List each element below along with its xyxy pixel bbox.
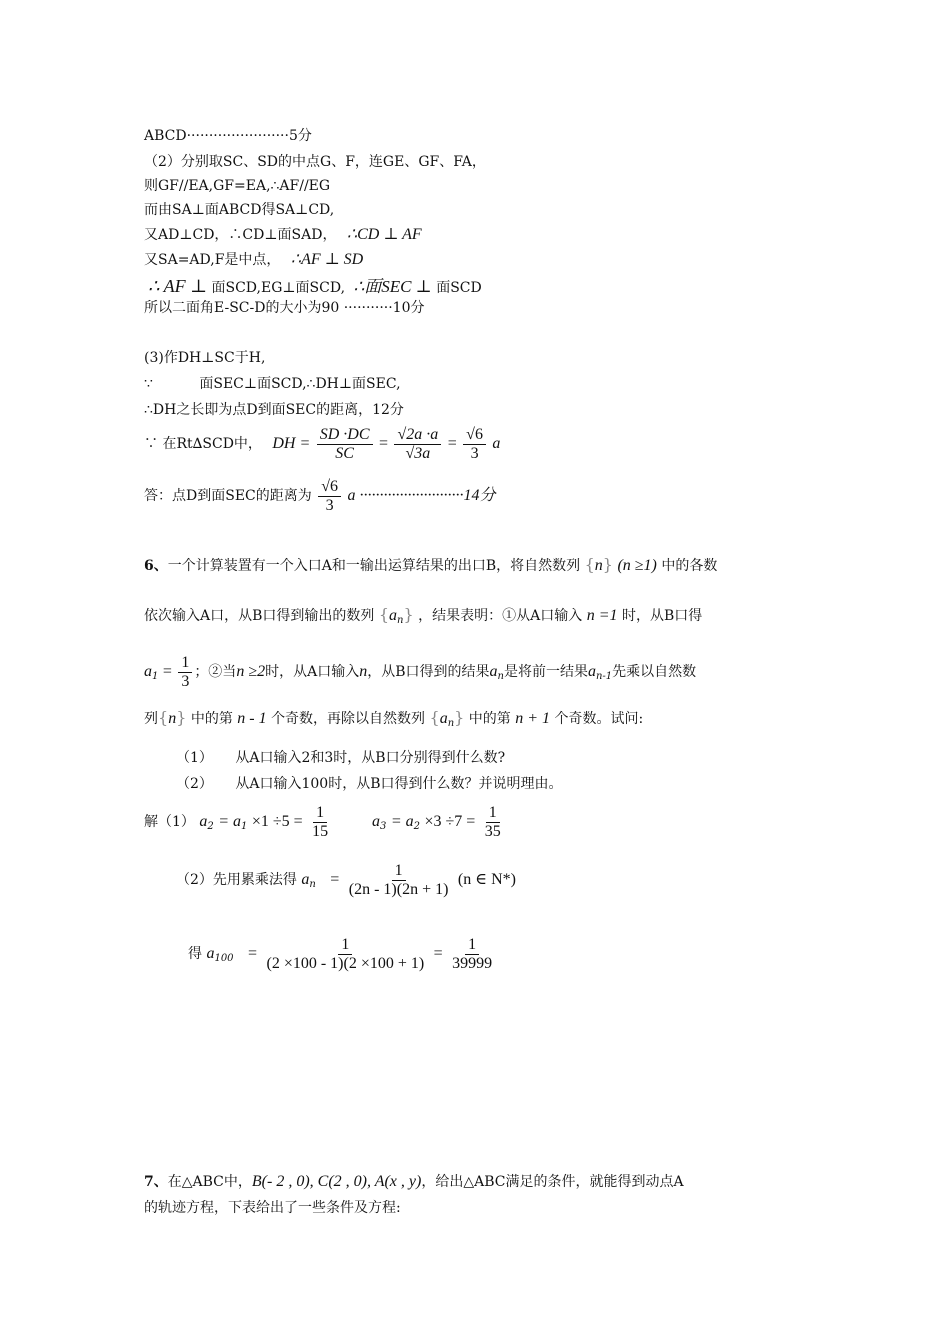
fraction: $\frac{√6}{3}$ [463, 426, 486, 463]
math: ∴ AF ⊥ [148, 276, 208, 296]
math: a [389, 607, 398, 624]
sub-question-2 [176, 774, 563, 794]
math: a [489, 663, 498, 680]
math: n [359, 663, 368, 680]
text: 是将前一结果 [503, 664, 588, 680]
text: （2） [176, 776, 213, 792]
text-line [148, 276, 482, 298]
math: (n ∈ N*) [457, 871, 516, 888]
text-line: ABCD·······················5分 [144, 128, 312, 144]
math: ∴AF ⊥ SD [290, 251, 364, 268]
text: 列 [144, 711, 158, 727]
text: 在△ABC中， [167, 1174, 252, 1190]
text: 时，从A口输入 [265, 664, 360, 680]
text: 一个计算装置有一个入口A和一输出运算结果的出口B，将自然数列 [167, 558, 581, 574]
fraction: $\frac{1}{3}$ [178, 654, 192, 691]
text: 先乘以自然数 [612, 664, 697, 680]
math: DH = [272, 435, 311, 452]
text: ；②当 [194, 664, 237, 680]
fraction: $\frac{1}{35}$ [484, 803, 501, 840]
math: n - 1 [237, 710, 267, 727]
text: 中的第 [190, 711, 233, 727]
text: 得 [188, 946, 202, 962]
question-number: 6、 [144, 558, 168, 574]
math: a [372, 813, 381, 830]
text: 依次输入A口，从B口得到输出的数列 [144, 608, 375, 624]
text-line: 所以二面角E-SC-D的大小为90 ···········10分 [144, 300, 425, 316]
question-6-line-2: 依次输入A口，从B口得到输出的数列 $\{a_n\}$ ，结果表明：①从A口输入 n =1 时，从B口得 [144, 605, 703, 626]
text: 答：点D到面SEC的距离为 [144, 488, 312, 504]
question-6-line-3: $a_1$ = $\frac{1}{3}$ ；②当n ≥2时，从A口输入n，从B口得到的结果$a_n$是将前一结果$a_{n-1}$先乘以自然数 [144, 653, 697, 690]
math: a [199, 813, 208, 830]
fraction: $\frac{SD \cdot DC}{SC}$ [317, 426, 373, 463]
text: 时，从B口得 [621, 608, 703, 624]
question-6-line-1: 6、一个计算装置有一个入口A和一输出运算结果的出口B，将自然数列 {n} (n ≥1) 中的各数 [144, 555, 718, 574]
math: n [168, 710, 177, 727]
answer-1-line: 解（1） $a_2 = a_1 \times 1 \div 5$ = $\frac{1}{15}$ $a_3 = a_2 \times 3 \div 7$ = $\frac{1}{35}$ [144, 800, 506, 849]
math: a [492, 435, 501, 452]
text: ，给出△ABC满足的条件，就能得到动点A [421, 1174, 684, 1190]
question-7-line-2: 的轨迹方程，下表给出了一些条件及方程: [144, 1200, 401, 1216]
math: ×1 ÷5 = [251, 813, 303, 830]
text: ∵ 在Rt∆SCD中， [144, 436, 262, 452]
fraction: $\frac{1}{39999}$ [452, 935, 493, 972]
text: a ··························14分 [347, 487, 496, 504]
text: 从A口输入100时，从B口得到什么数？并说明理由。 [235, 776, 563, 792]
answer-3-line: 得 $a_{100}$ = $\frac{1}{(2 \times 100 - 1)(2 \times 100 + 1)}$ = $\frac{1}{39999}$ [188, 932, 497, 981]
math: = a [390, 813, 414, 830]
text-line: (3)作DH⊥SC于H, [144, 350, 266, 366]
text: 中的第 [468, 711, 511, 727]
text-line: ∴DH之长即为点D到面SEC的距离，12分 [144, 402, 404, 418]
math: n [594, 557, 603, 574]
math: ×3 ÷7 = [424, 813, 476, 830]
because-symbol: ∵ [144, 376, 153, 392]
math: a [144, 663, 152, 680]
math: a [206, 945, 215, 962]
math: B(- 2 , 0), C(2 , 0), A(x , y) [251, 1173, 422, 1190]
fraction: $\frac{1}{(2 \times 100 - 1)(2 \times 100 + 1)}$ [266, 935, 425, 972]
text: 面SCD [436, 280, 482, 296]
text: 中的各数 [661, 558, 718, 574]
fraction: $\frac{1}{(2n - 1)(2n + 1)}$ [348, 861, 449, 898]
text: ，从B口得到的结果 [367, 664, 490, 680]
math: a [587, 663, 596, 680]
fraction: $\frac{1}{15}$ [312, 803, 329, 840]
math: n =1 [586, 607, 618, 624]
question-6-line-4: 列{n} 中的第 n - 1 个奇数，再除以自然数列 $\{a_n\}$ 中的第 n + 1 个奇数。试问: [144, 708, 644, 729]
text-line: （2）分别取SC、SD的中点G、F，连GE、GF、FA， [144, 154, 486, 170]
text-line: 而由SA⊥面ABCD得SA⊥CD, [144, 202, 335, 218]
fraction: $\frac{√6}{3}$ [318, 478, 341, 515]
math: a [301, 871, 310, 888]
text-line [144, 250, 363, 270]
math: (n ≥1) [617, 557, 657, 574]
question-number: 7、 [144, 1174, 168, 1190]
text: 面SCD,EG⊥面SCD, [211, 280, 346, 296]
text: 个奇数，再除以自然数列 [271, 711, 426, 727]
text: ，结果表明：①从A口输入 [418, 608, 583, 624]
math: n ≥2 [236, 663, 266, 680]
text: 从A口输入2和3时，从B口分别得到什么数? [235, 750, 506, 766]
answer-2-line: （2）先用累乘法得 $a_n$ = $\frac{1}{(2n - 1)(2n + 1)}$ (n ∈ N*) [176, 861, 516, 898]
text: （2）先用累乘法得 [176, 872, 297, 888]
text: 又AD⊥CD，∴CD⊥面SAD， [144, 227, 337, 243]
text: 面SEC⊥面SCD,∴DH⊥面SEC, [199, 376, 401, 392]
text-line [144, 374, 401, 394]
text-line: 则GF//EA,GF=EA,∴AF//EG [144, 178, 331, 194]
fraction: $\frac{√2a \cdot a}{√3a}$ [394, 426, 441, 463]
formula-line: ∵ 在Rt∆SCD中， DH = $\frac{SD \cdot DC}{SC}$ = $\frac{√2a \cdot a}{√3a}$ = $\frac{√6}{3}$ a [144, 425, 501, 462]
math: = a [218, 813, 241, 830]
sub-question-1 [176, 748, 505, 768]
text: （1） [176, 750, 213, 766]
math: ∴CD ⊥ AF [346, 226, 422, 243]
question-7-line-1 [144, 1170, 684, 1194]
answer-line [144, 476, 495, 516]
math: ∴面SEC ⊥ [353, 277, 432, 296]
text-line [144, 225, 422, 245]
text: 又SA=AD,F是中点， [144, 252, 281, 268]
text: 个奇数。试问: [554, 711, 644, 727]
text: 解（1） [144, 814, 195, 830]
math: n + 1 [515, 710, 551, 727]
math: a [439, 710, 448, 727]
